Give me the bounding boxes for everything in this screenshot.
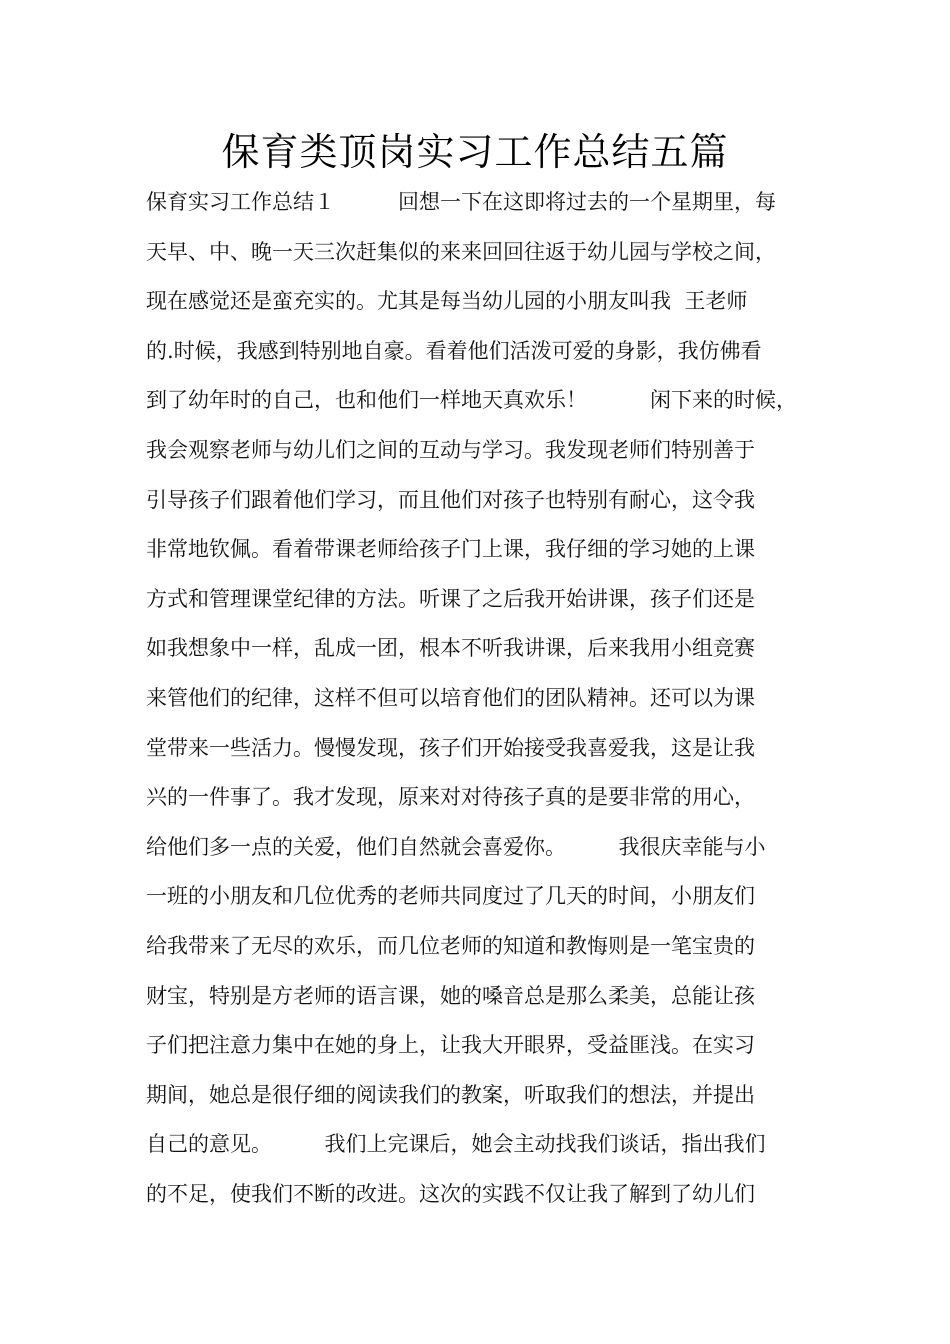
body-line: 财宝，特别是方老师的语言课，她的嗓音总是那么柔美，总能让孩 xyxy=(146,983,755,1008)
body-line: 给他们多一点的关爱，他们自然就会喜爱你。 我很庆幸能与小 xyxy=(146,834,766,859)
body-line: 给我带来了无尽的欢乐，而几位老师的知道和教悔则是一笔宝贵的 xyxy=(146,933,755,958)
body-line: 期间，她总是很仔细的阅读我们的教案，听取我们的想法，并提出 xyxy=(146,1082,755,1107)
document-title: 保育类顶岗实习工作总结五篇 xyxy=(221,130,729,174)
body-line: 我会观察老师与幼儿们之间的互动与学习。我发现老师们特别善于 xyxy=(146,437,755,462)
body-line: 天早、中、晚一天三次赶集似的来来回回往返于幼儿园与学校之间， xyxy=(146,239,776,264)
document-body xyxy=(146,178,826,1219)
body-line: 方式和管理课堂纪律的方法。听课了之后我开始讲课，孩子们还是 xyxy=(146,586,755,611)
body-line: 保育实习工作总结１ 回想一下在这即将过去的一个星期里，每 xyxy=(146,190,776,214)
body-line: 来管他们的纪律，这样不但可以培育他们的团队精神。还可以为课 xyxy=(146,685,755,710)
body-line: 如我想象中一样，乱成一团，根本不听我讲课，后来我用小组竞赛 xyxy=(146,636,755,661)
body-line: 子们把注意力集中在她的身上，让我大开眼界，受益匪浅。在实习 xyxy=(146,1033,755,1058)
body-line: 引导孩子们跟着他们学习，而且他们对孩子也特别有耐心，这令我 xyxy=(146,487,755,512)
body-line: 的不足，使我们不断的改进。这次的实践不仅让我了解到了幼儿们 xyxy=(146,1181,755,1206)
body-line: 的.时候，我感到特别地自豪。看着他们活泼可爱的身影，我仿佛看 xyxy=(146,338,762,363)
body-line: 堂带来一些活力。慢慢发现，孩子们开始接受我喜爱我，这是让我 xyxy=(146,735,755,760)
body-line: 现在感觉还是蛮充实的。尤其是每当幼儿园的小朋友叫我 王老师 xyxy=(146,289,748,314)
body-line: 兴的一件事了。我才发现，原来对对待孩子真的是要非常的用心， xyxy=(146,785,755,810)
body-line: 非常地钦佩。看着带课老师给孩子门上课，我仔细的学习她的上课 xyxy=(146,537,755,562)
body-line: 一班的小朋友和几位优秀的老师共同度过了几天的时间，小朋友们 xyxy=(146,884,755,909)
body-line: 自己的意见。 我们上完课后，她会主动找我们谈话，指出我们 xyxy=(146,1132,766,1157)
body-line: 到了幼年时的自己，也和他们一样地天真欢乐！ 闲下来的时候， xyxy=(146,388,797,413)
